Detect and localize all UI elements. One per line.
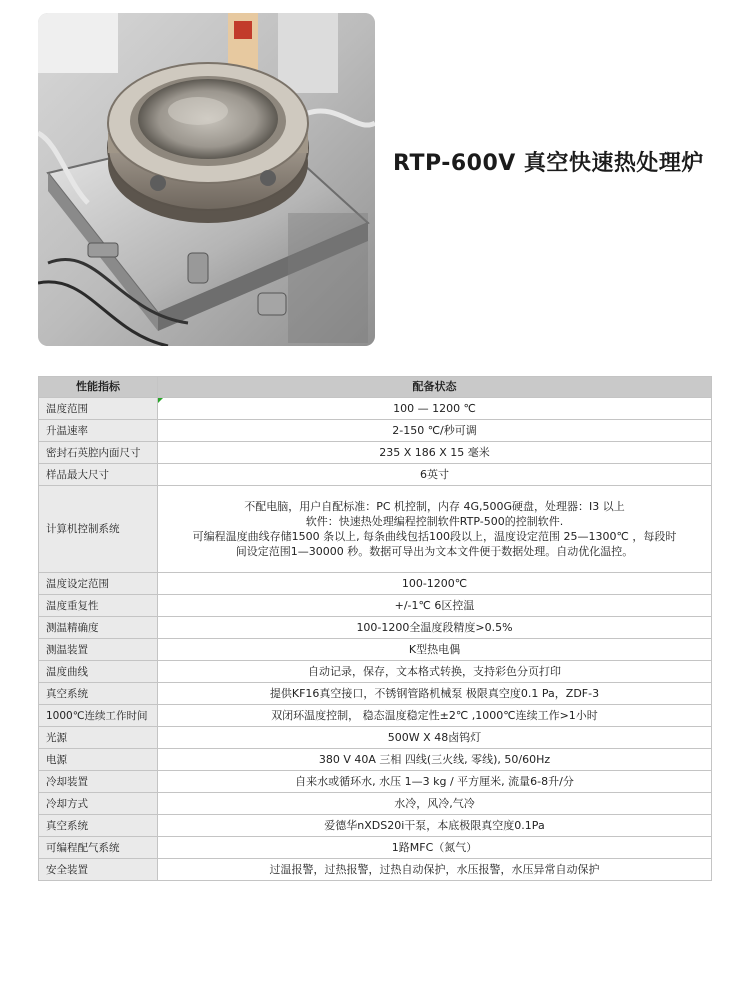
table-row: [39, 442, 712, 464]
row-value: [158, 486, 712, 573]
table-header-row: [39, 377, 712, 398]
row-key: 真空系统: [39, 683, 158, 705]
row-value: 1路MFC（氮气）: [158, 837, 712, 859]
row-value-line: 不配电脑，用户自配标准：PC 机控制，内存 4G,500G硬盘，处理器：I3 以上: [244, 500, 625, 513]
table-row: [39, 705, 712, 727]
table-row: [39, 727, 712, 749]
row-key: 温度范围: [39, 398, 158, 420]
row-key: 温度曲线: [39, 661, 158, 683]
vacuum-furnace-chamber-photo: [38, 13, 375, 346]
row-value: 100-1200℃: [158, 573, 712, 595]
header-performance-index: 性能指标: [39, 377, 158, 398]
row-key: 冷却装置: [39, 771, 158, 793]
row-key: 安全装置: [39, 859, 158, 881]
table-row: [39, 815, 712, 837]
row-key: 1000℃连续工作时间: [39, 705, 158, 727]
row-value-line: 间设定范围1—30000 秒。数据可导出为文本文件便于数据处理。自动优化温控。: [235, 545, 634, 558]
row-key: 真空系统: [39, 815, 158, 837]
cell-comment-marker: [158, 398, 163, 403]
table-row: [39, 573, 712, 595]
row-value: 双闭环温度控制， 稳态温度稳定性±2℃ ,1000℃连续工作>1小时: [158, 705, 712, 727]
product-title: RTP-600V 真空快速热处理炉: [393, 151, 704, 176]
row-value: 自来水或循环水, 水压 1—3 kg / 平方厘米, 流量6-8升/分: [158, 771, 712, 793]
row-value-line: 可编程温度曲线存储1500 条以上, 每条曲线包括100段以上，温度设定范围 25—1300℃ ，每段时: [192, 530, 677, 543]
row-value: 2-150 ℃/秒可调: [158, 420, 712, 442]
table-row: [39, 683, 712, 705]
row-value: 100-1200全温度段精度>0.5%: [158, 617, 712, 639]
row-value: 6英寸: [158, 464, 712, 486]
row-value: 235 X 186 X 15 毫米: [158, 442, 712, 464]
row-key: 测温精确度: [39, 617, 158, 639]
table-row: [39, 859, 712, 881]
product-photo: [38, 13, 375, 346]
row-value: K型热电偶: [158, 639, 712, 661]
spec-table: [38, 376, 712, 881]
row-key: 冷却方式: [39, 793, 158, 815]
row-value: +/-1℃ 6区控温: [158, 595, 712, 617]
row-value: 水冷，风冷,气冷: [158, 793, 712, 815]
row-key: 电源: [39, 749, 158, 771]
table-row: [39, 486, 712, 573]
table-row: [39, 420, 712, 442]
row-value: 爱德华nXDS20i干泵，本底极限真空度0.1Pa: [158, 815, 712, 837]
table-row: [39, 749, 712, 771]
row-key: 计算机控制系统: [39, 486, 158, 573]
row-key: 样品最大尺寸: [39, 464, 158, 486]
row-key: 升温速率: [39, 420, 158, 442]
header-configuration-status: 配备状态: [158, 377, 712, 398]
row-value: 自动记录，保存，文本格式转换，支持彩色分页打印: [158, 661, 712, 683]
table-row: [39, 661, 712, 683]
row-value: 过温报警，过热报警，过热自动保护，水压报警，水压异常自动保护: [158, 859, 712, 881]
row-value: 500W X 48卤钨灯: [158, 727, 712, 749]
row-value: 380 V 40A 三相 四线(三火线, 零线), 50/60Hz: [158, 749, 712, 771]
row-key: 温度重复性: [39, 595, 158, 617]
table-row: [39, 639, 712, 661]
table-row: [39, 398, 712, 420]
row-value: 100 — 1200 ℃: [158, 398, 712, 420]
row-value-line: 软件：快速热处理编程控制软件RTP-500的控制软件.: [305, 515, 564, 528]
row-value: 提供KF16真空接口，不锈钢管路机械泵 极限真空度0.1 Pa，ZDF-3: [158, 683, 712, 705]
row-key: 密封石英腔内面尺寸: [39, 442, 158, 464]
row-key: 测温装置: [39, 639, 158, 661]
row-key: 光源: [39, 727, 158, 749]
table-row: [39, 464, 712, 486]
table-row: [39, 837, 712, 859]
row-key: 可编程配气系统: [39, 837, 158, 859]
row-key: 温度设定范围: [39, 573, 158, 595]
table-row: [39, 771, 712, 793]
table-row: [39, 793, 712, 815]
table-row: [39, 595, 712, 617]
table-row: [39, 617, 712, 639]
